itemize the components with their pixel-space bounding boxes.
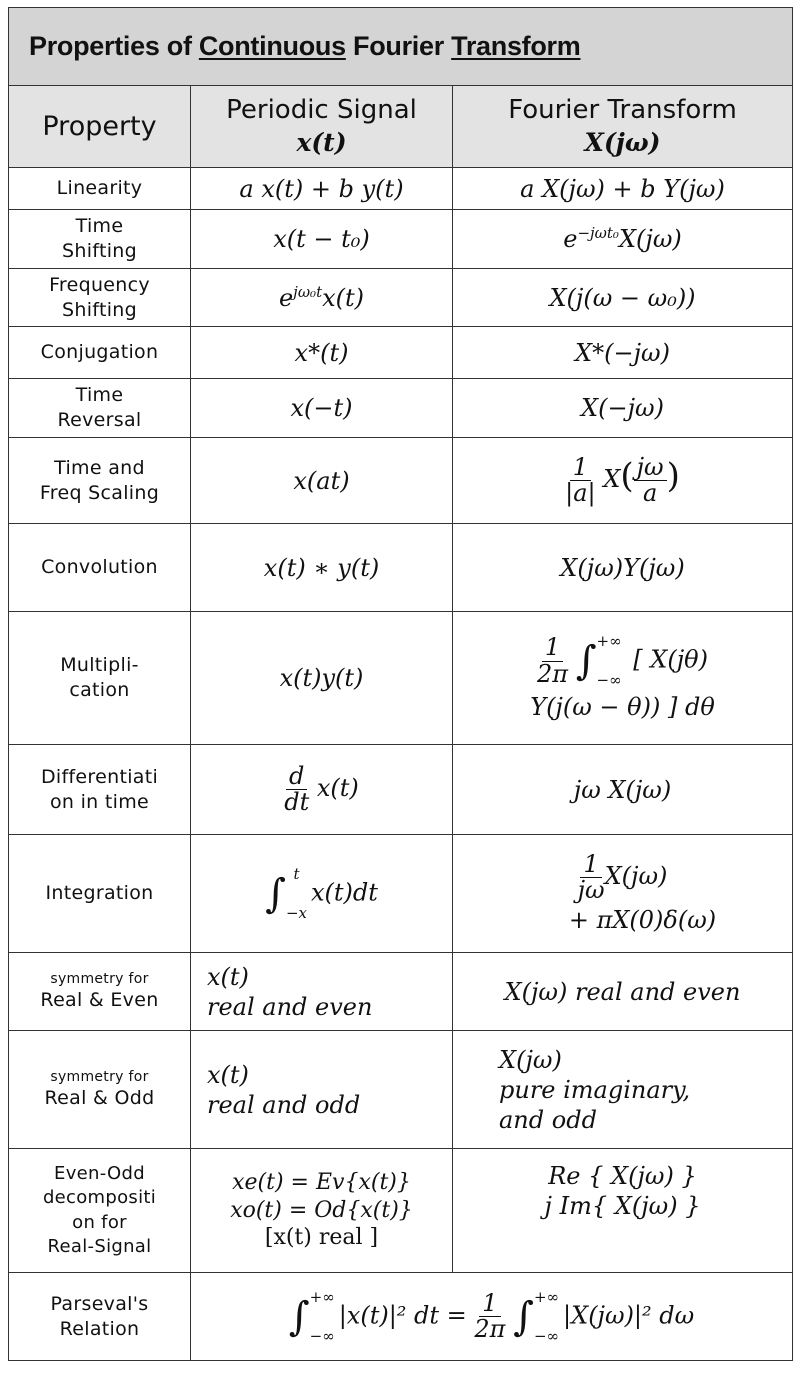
fraction-one-over-jw (577, 849, 605, 904)
header-col1-label: Periodic Signal (226, 95, 417, 125)
signal-line: xe(t) = Ev{x(t)} (232, 1170, 411, 1196)
title-prefix: Properties of (29, 31, 199, 61)
table-row (9, 168, 793, 210)
signal-rest: x(t) (322, 283, 365, 312)
integral-sign: ∫ (513, 1293, 534, 1340)
table-row (9, 327, 793, 379)
header-property: Property (9, 86, 191, 168)
upper-limit: t (293, 864, 300, 883)
fourier-properties-table (8, 7, 793, 1361)
property-cell (9, 1273, 191, 1361)
lower-limit: −∞ (596, 671, 622, 689)
transform-cell: X(−jω) (453, 379, 793, 438)
transform-line: + πX(0)δ(ω) (568, 906, 717, 935)
table-row (9, 210, 793, 269)
header-col2-symbol: X(jω) (584, 127, 661, 157)
table-row (9, 1273, 793, 1361)
transform-cell: X*(−jω) (453, 327, 793, 379)
table-row (9, 438, 793, 524)
transform-cell: X(jω)Y(jω) (453, 524, 793, 612)
exponent: −jωt₀ (577, 224, 619, 242)
property-cell (9, 612, 191, 745)
exp-base: e (278, 283, 294, 312)
property-cell: Integration (9, 835, 191, 953)
signal-line: xo(t) = Od{x(t)} (230, 1197, 413, 1223)
signal-cell (191, 1031, 453, 1149)
title-underlined-continuous: Continuous (198, 31, 346, 61)
numerator: d (286, 764, 307, 790)
property-cell: Linearity (9, 168, 191, 210)
fraction-one-over-abs-a (565, 452, 596, 507)
transform-line: j Im{ X(jω) } (544, 1192, 701, 1220)
transform-cell: a X(jω) + b Y(jω) (453, 168, 793, 210)
property-line: Shifting (62, 240, 137, 262)
property-cell (9, 379, 191, 438)
transform-rest: X(jω) (618, 225, 682, 253)
property-line: decompositi (42, 1187, 157, 1209)
property-line: Frequency (49, 273, 150, 296)
header-row (9, 86, 793, 168)
signal-cell: a x(t) + b y(t) (191, 168, 453, 210)
signal-cell (191, 745, 453, 835)
transform-cell: jω X(jω) (453, 745, 793, 835)
property-line: Reversal (57, 409, 142, 431)
paren-close: ) (666, 456, 680, 496)
property-cell (9, 269, 191, 327)
fraction-d-over-dt (284, 761, 310, 816)
property-line: Multipli- (60, 654, 139, 677)
table-row (9, 745, 793, 835)
property-cell (9, 953, 191, 1031)
property-cell (9, 438, 191, 524)
integral-limits (533, 1287, 560, 1345)
transform-cell: X(jω) real and even (453, 953, 793, 1031)
lower-limit: −∞ (309, 1326, 335, 1345)
signal-cell: x(t) ∗ y(t) (191, 524, 453, 612)
table-row (9, 953, 793, 1031)
property-line: on in time (50, 790, 149, 813)
integral-limits (285, 864, 307, 922)
signal-line: x(t) (207, 1060, 249, 1089)
denominator: 2π (537, 659, 569, 688)
transform-line (453, 849, 792, 904)
signal-cell: x(−t) (191, 379, 453, 438)
signal-cell (191, 953, 453, 1031)
numerator: 1 (542, 635, 563, 661)
property-line: Real-Signal (47, 1235, 152, 1257)
integral-sign: ∫ (288, 1293, 310, 1340)
signal-line: real and even (207, 992, 373, 1021)
parseval-relation-cell (191, 1273, 793, 1361)
property-line: Time and (54, 456, 145, 479)
transform-line: Y(j(ω − θ)) ] dθ (530, 693, 715, 721)
property-line: symmetry for (50, 971, 149, 988)
title-middle: Fourier (345, 31, 452, 61)
transform-cell: X(j(ω − ω₀)) (453, 269, 793, 327)
transform-rest: X(jω) (604, 862, 668, 890)
property-line: Shifting (62, 298, 137, 321)
properties-table-page (8, 7, 792, 1361)
numerator: jω (634, 455, 667, 481)
denominator: jω (577, 876, 605, 904)
transform-cell (453, 1149, 793, 1273)
paren-open: ( (620, 456, 634, 496)
property-cell (9, 1149, 191, 1273)
integral-limits (597, 634, 622, 688)
property-line: Even-Odd (54, 1162, 145, 1184)
table-row (9, 269, 793, 327)
numerator: 1 (479, 1291, 500, 1317)
upper-limit: +∞ (309, 1287, 335, 1306)
property-line: cation (69, 679, 130, 701)
table-row (9, 835, 793, 953)
transform-cell (453, 612, 793, 745)
exponent: jω₀t (293, 282, 323, 301)
integrand-right: |X(jω)|² dω (563, 1301, 695, 1329)
transform-line: Re { X(jω) } (548, 1162, 697, 1190)
exp-base: e (563, 225, 578, 253)
upper-limit: +∞ (533, 1287, 560, 1306)
property-line: on for (72, 1211, 127, 1233)
table-row (9, 1031, 793, 1149)
fraction-one-over-two-pi (537, 635, 568, 686)
transform-x: X (603, 465, 621, 493)
property-cell: Convolution (9, 524, 191, 612)
denominator: |a| (565, 479, 596, 507)
header-fourier-transform (453, 86, 793, 168)
lower-limit: −∞ (533, 1326, 560, 1345)
signal-cell: x(t − t₀) (191, 210, 453, 269)
property-line: Relation (59, 1317, 140, 1340)
table-row (9, 379, 793, 438)
table-row (9, 1149, 793, 1273)
property-line: symmetry for (50, 1069, 149, 1086)
integral-sign: ∫ (265, 870, 286, 917)
transform-line (453, 634, 792, 688)
property-cell: Conjugation (9, 327, 191, 379)
lower-limit: −x (285, 903, 307, 922)
property-line: Real & Even (40, 989, 159, 1012)
property-line: Parseval's (50, 1292, 149, 1315)
signal-rest: x(t) (316, 774, 359, 802)
integral-limits (309, 1287, 335, 1345)
signal-cell: x(t)y(t) (191, 612, 453, 745)
signal-line: x(t) (207, 962, 249, 991)
property-line: Real & Odd (44, 1087, 155, 1110)
property-line: Freq Scaling (39, 481, 160, 504)
signal-line: [x(t) real ] (264, 1225, 379, 1251)
property-cell (9, 210, 191, 269)
table-row (9, 612, 793, 745)
signal-cell: x*(t) (191, 327, 453, 379)
signal-line: real and odd (207, 1090, 361, 1119)
transform-line: and odd (499, 1105, 597, 1134)
integrand: [ X(jθ) (633, 645, 708, 674)
upper-limit: +∞ (596, 632, 622, 650)
signal-cell: x(at) (191, 438, 453, 524)
table-row (9, 524, 793, 612)
property-line: Time (75, 215, 124, 238)
table-title (9, 8, 793, 86)
fraction-one-over-two-pi (474, 1288, 506, 1343)
numerator: 1 (580, 852, 601, 878)
header-periodic-signal (191, 86, 453, 168)
denominator: 2π (474, 1315, 506, 1343)
transform-cell (453, 1031, 793, 1149)
property-cell (9, 745, 191, 835)
transform-cell (453, 210, 793, 269)
denominator: a (642, 479, 658, 507)
title-underlined-transform: Transform (451, 31, 581, 61)
transform-cell (453, 438, 793, 524)
integral-sign: ∫ (575, 638, 597, 684)
property-line: Time (75, 384, 124, 407)
transform-line: pure imaginary, (499, 1075, 691, 1104)
property-cell (9, 1031, 191, 1149)
integrand-left: |x(t)|² dt = (338, 1301, 475, 1329)
signal-cell (191, 269, 453, 327)
header-col1-symbol: x(t) (296, 127, 347, 157)
transform-cell (453, 835, 793, 953)
property-line: Differentiati (40, 765, 159, 788)
transform-line: X(jω) (499, 1045, 562, 1074)
fraction-jw-over-a (634, 452, 667, 507)
integrand: x(t)dt (310, 878, 378, 906)
denominator: dt (284, 788, 310, 816)
numerator: 1 (570, 455, 591, 481)
signal-cell (191, 835, 453, 953)
header-col2-label: Fourier Transform (508, 95, 737, 125)
signal-cell (191, 1149, 453, 1273)
